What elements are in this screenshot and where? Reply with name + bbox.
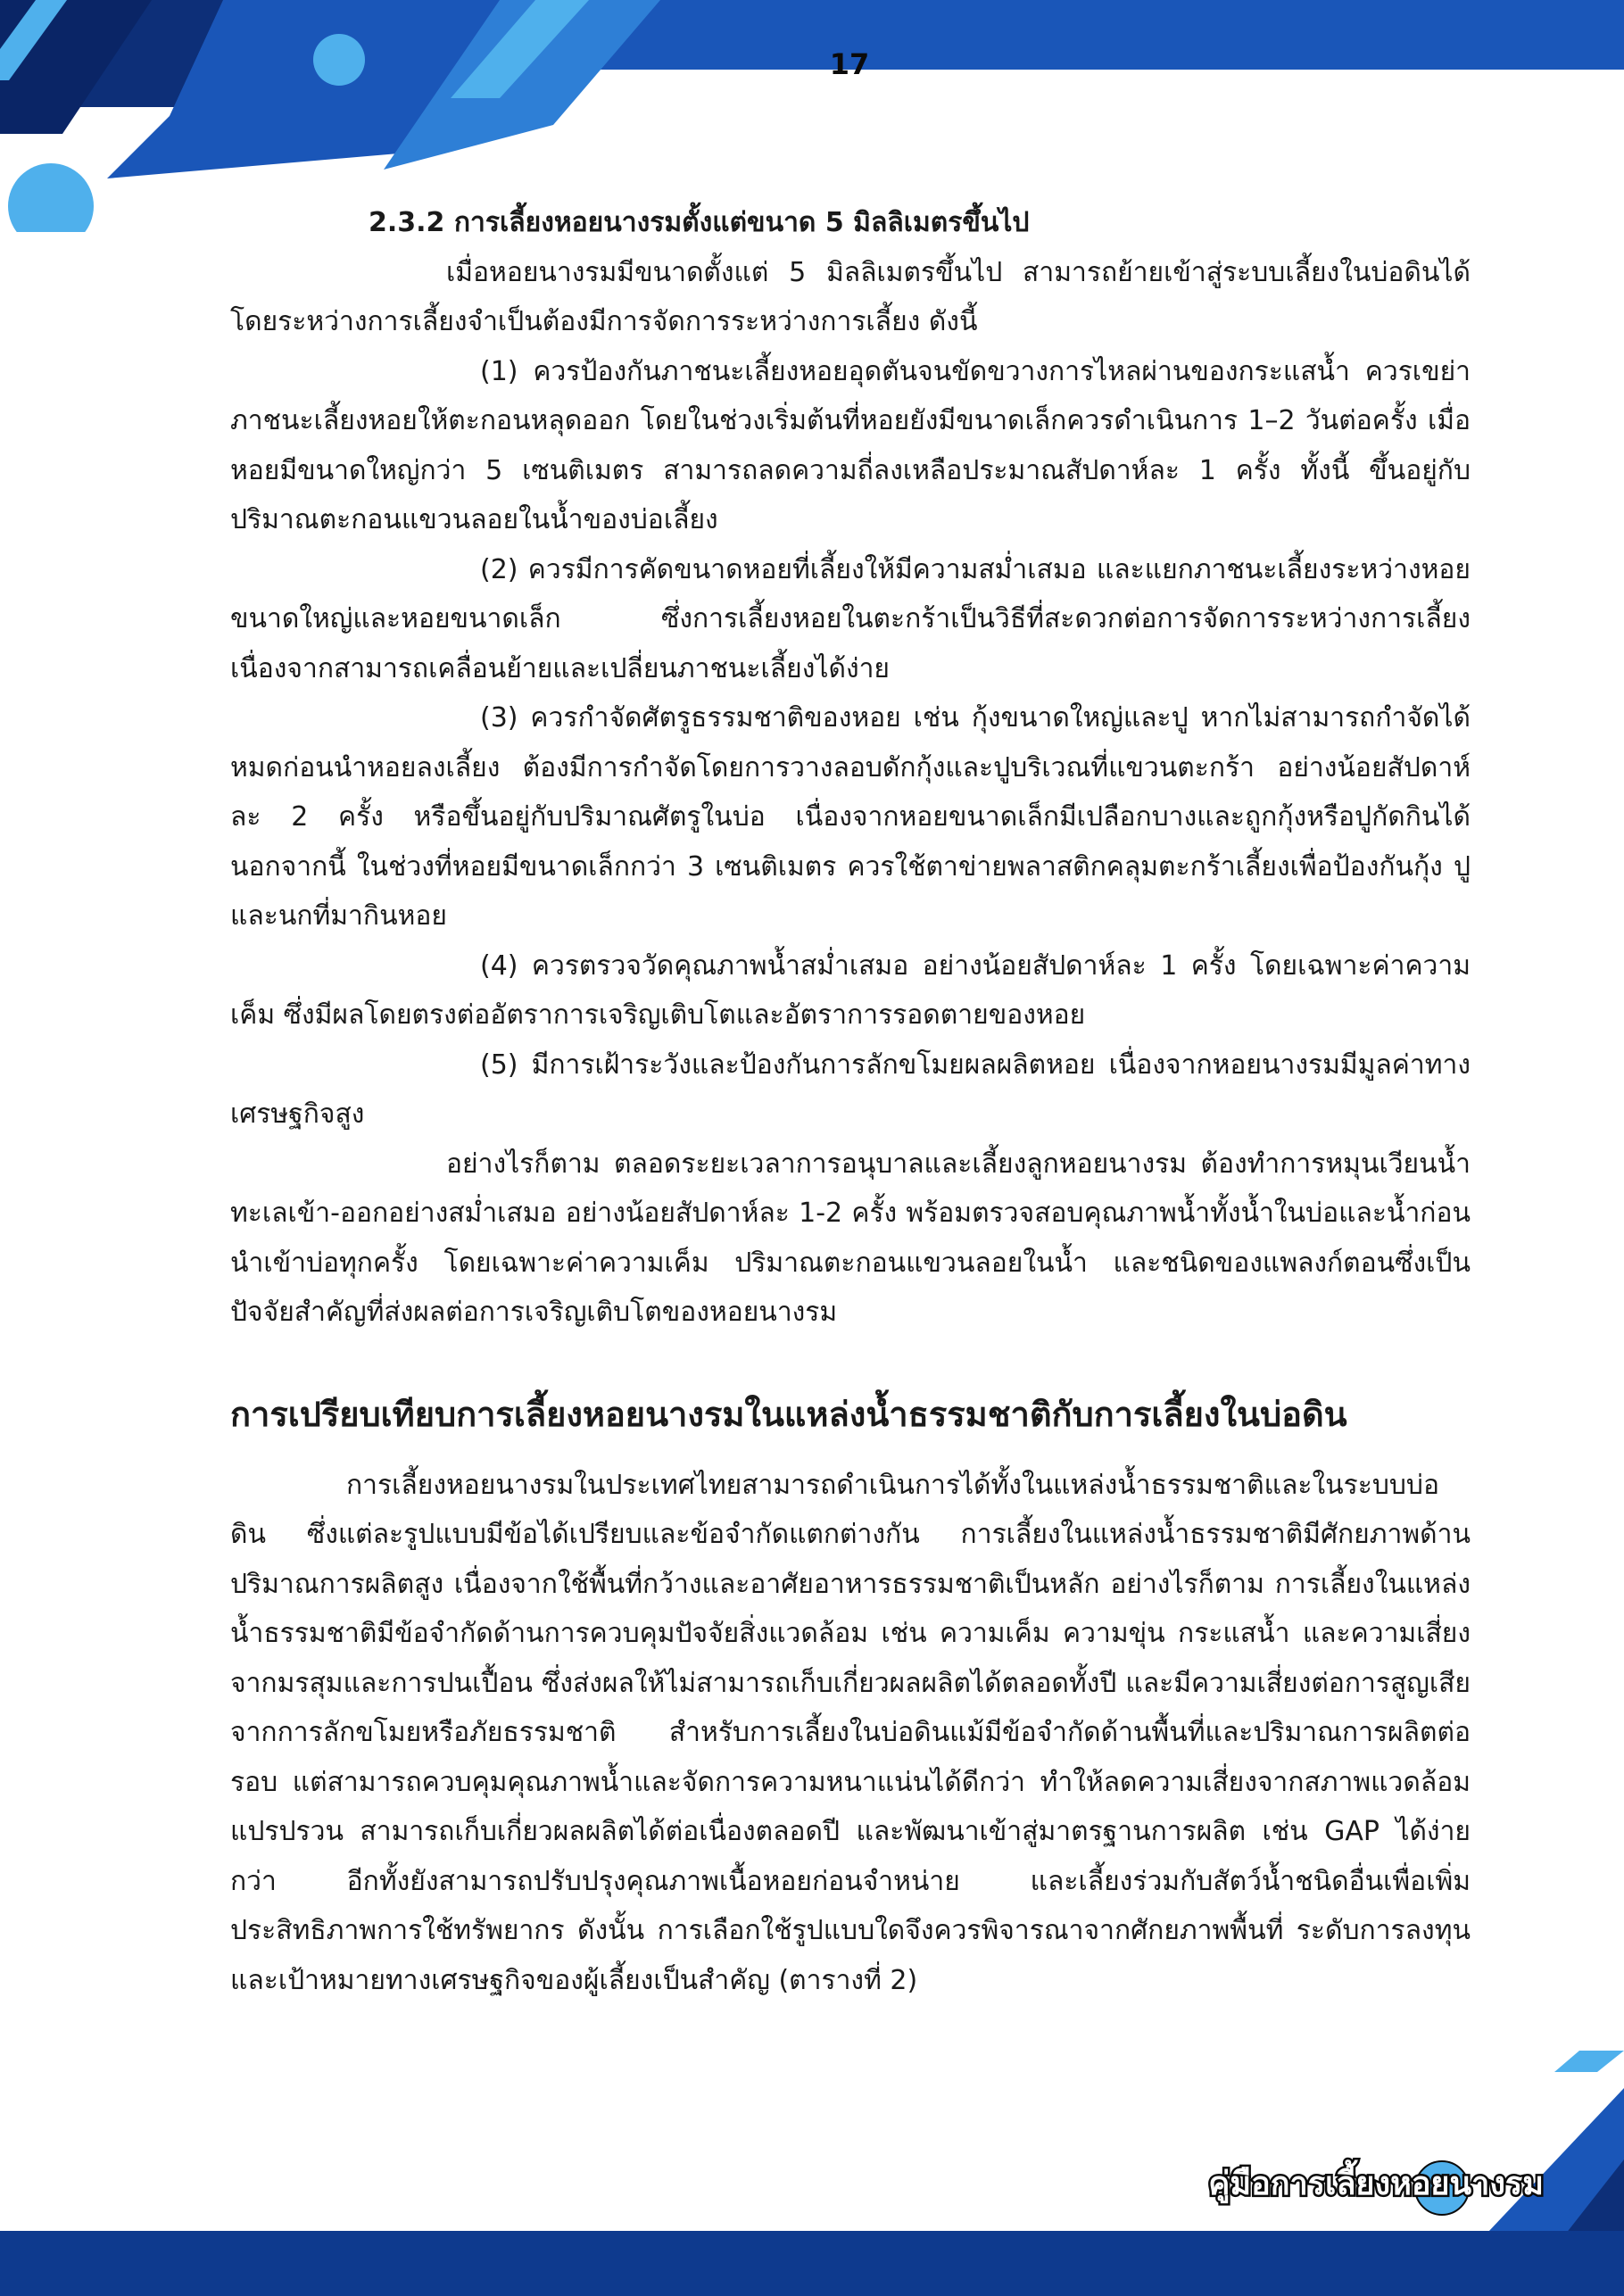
comparison-paragraph: การเลี้ยงหอยนางรมในประเทศไทยสามารถดำเนินการได้ทั้งในแหล่งน้ำธรรมชาติและในระบบบ่อดิน ซึ่งแต่ละรูปแบบมีข้อได้เปรียบและข้อจำกัดแตกต่างกัน การเลี้ยงในแหล่งน้ำธรรมชาติมีศักยภาพด้านปริมาณการผลิตสูง เนื่องจากใช้พื้นที่กว้างและอาศัยอาหารธรรมชาติเป็นหลัก อย่างไรก็ตาม การเลี้ยงในแหล่งน้ำธรรมชาติมีข้อจำกัดด้านการควบคุมปัจจัยสิ่งแวดล้อม เช่น ความเค็ม ความขุ่น กระแสน้ำ และความเสี่ยงจากมรสุมและการปนเปื้อน ซึ่งส่งผลให้ไม่สามารถเก็บเกี่ยวผลผลิตได้ตลอดทั้งปี และมีความเสี่ยงต่อการสูญเสียจากการลักขโมยหรือภัยธรรมชาติ สำหรับการเลี้ยงในบ่อดินแม้มีข้อจำกัดด้านพื้นที่และปริมาณการผลิตต่อรอบ แต่สามารถควบคุมคุณภาพน้ำและจัดการความหนาแน่นได้ดีกว่า ทำให้ลดความเสี่ยงจากสภาพแวดล้อมแปรปรวน สามารถเก็บเกี่ยวผลผลิตได้ต่อเนื่องตลอดปี และพัฒนาเข้าสู่มาตรฐานการผลิต เช่น GAP ได้ง่ายกว่า อีกทั้งยังสามารถปรับปรุงคุณภาพเนื้อหอยก่อนจำหน่าย และเลี้ยงร่วมกับสัตว์น้ำชนิดอื่นเพื่อเพิ่มประสิทธิภาพการใช้ทรัพยากร ดังนั้น การเลือกใช้รูปแบบใดจึงควรพิจารณาจากศักยภาพพื้นที่ ระดับการลงทุน และเป้าหมายทางเศรษฐกิจของผู้เลี้ยงเป็นสำคัญ (ตารางที่ 2)	[230, 1469, 1471, 1996]
closing-paragraph: อย่างไรก็ตาม ตลอดระยะเวลาการอนุบาลและเลี้ยงลูกหอยนางรม ต้องทำการหมุนเวียนน้ำทะเลเข้า-ออกอย่างสม่ำเสมอ อย่างน้อยสัปดาห์ละ 1-2 ครั้ง พร้อมตรวจสอบคุณภาพน้ำทั้งน้ำในบ่อและน้ำก่อนนำเข้าบ่อทุกครั้ง โดยเฉพาะค่าความเค็ม ปริมาณตะกอนแขวนลอยในน้ำ และชนิดของแพลงก์ตอนซึ่งเป็นปัจจัยสำคัญที่ส่งผลต่อการเจริญเติบโตของหอยนางรม	[230, 1148, 1471, 1328]
list-item-4: (4) ควรตรวจวัดคุณภาพน้ำสม่ำเสมอ อย่างน้อยสัปดาห์ละ 1 ครั้ง โดยเฉพาะค่าความเค็ม ซึ่งมีผลโดยตรงต่ออัตราการเจริญเติบโตและอัตราการรอดตายของหอย	[230, 949, 1471, 1031]
list-item-2: (2) ควรมีการคัดขนาดหอยที่เลี้ยงให้มีความสม่ำเสมอ และแยกภาชนะเลี้ยงระหว่างหอยขนาดใหญ่และหอยขนาดเล็ก ซึ่งการเลี้ยงหอยในตะกร้าเป็นวิธีที่สะดวกต่อการจัดการระหว่างการเลี้ยง เนื่องจากสามารถเคลื่อนย้ายและเปลี่ยนภาชนะเลี้ยงได้ง่าย	[230, 553, 1471, 684]
comparison-heading: การเปรียบเทียบการเลี้ยงหอยนางรมในแหล่งน้ำธรรมชาติกับการเลี้ยงในบ่อดิน	[230, 1394, 1347, 1434]
section-heading-2-3-2: 2.3.2 การเลี้ยงหอยนางรมตั้งแต่ขนาด 5 มิลลิเมตรขึ้นไป	[369, 207, 1030, 238]
list-item-5: (5) มีการเฝ้าระวังและป้องกันการลักขโมยผลผลิตหอย เนื่องจากหอยนางรมมีมูลค่าทางเศรษฐกิจสูง	[230, 1049, 1471, 1130]
footer-book-title: คู่มือการเลี้ยงหอยนางรม	[1208, 2166, 1544, 2202]
section-intro-paragraph: เมื่อหอยนางรมมีขนาดตั้งแต่ 5 มิลลิเมตรขึ้นไป สามารถย้ายเข้าสู่ระบบเลี้ยงในบ่อดินได้ โดยระหว่างการเลี้ยงจำเป็นต้องมีการจัดการระหว่างการเลี้ยง ดังนี้	[230, 256, 1471, 337]
header-decoration	[0, 0, 1624, 232]
page-content	[230, 198, 1471, 2005]
list-item-1: (1) ควรป้องกันภาชนะเลี้ยงหอยอุดตันจนขัดขวางการไหลผ่านของกระแสน้ำ ควรเขย่าภาชนะเลี้ยงหอยให้ตะกอนหลุดออก โดยในช่วงเริ่มต้นที่หอยยังมีขนาดเล็กควรดำเนินการ 1–2 วันต่อครั้ง เมื่อหอยมีขนาดใหญ่กว่า 5 เซนติเมตร สามารถลดความถี่ลงเหลือประมาณสัปดาห์ละ 1 ครั้ง ทั้งนี้ ขึ้นอยู่กับปริมาณตะกอนแขวนลอยในน้ำของบ่อเลี้ยง	[230, 355, 1471, 535]
list-item-3: (3) ควรกำจัดศัตรูธรรมชาติของหอย เช่น กุ้งขนาดใหญ่และปู หากไม่สามารถกำจัดได้หมดก่อนนำหอยลงเลี้ยง ต้องมีการกำจัดโดยการวางลอบดักกุ้งและปูบริเวณที่แขวนตะกร้า อย่างน้อยสัปดาห์ละ 2 ครั้ง หรือขึ้นอยู่กับปริมาณศัตรูในบ่อ เนื่องจากหอยขนาดเล็กมีเปลือกบางและถูกกุ้งหรือปูกัดกินได้ นอกจากนี้ ในช่วงที่หอยมีขนาดเล็กกว่า 3 เซนติเมตร ควรใช้ตาข่ายพลาสติกคลุมตะกร้าเลี้ยงเพื่อป้องกันกุ้ง ปู และนกที่มากินหอย	[230, 702, 1471, 932]
page-number: 17	[829, 47, 870, 81]
